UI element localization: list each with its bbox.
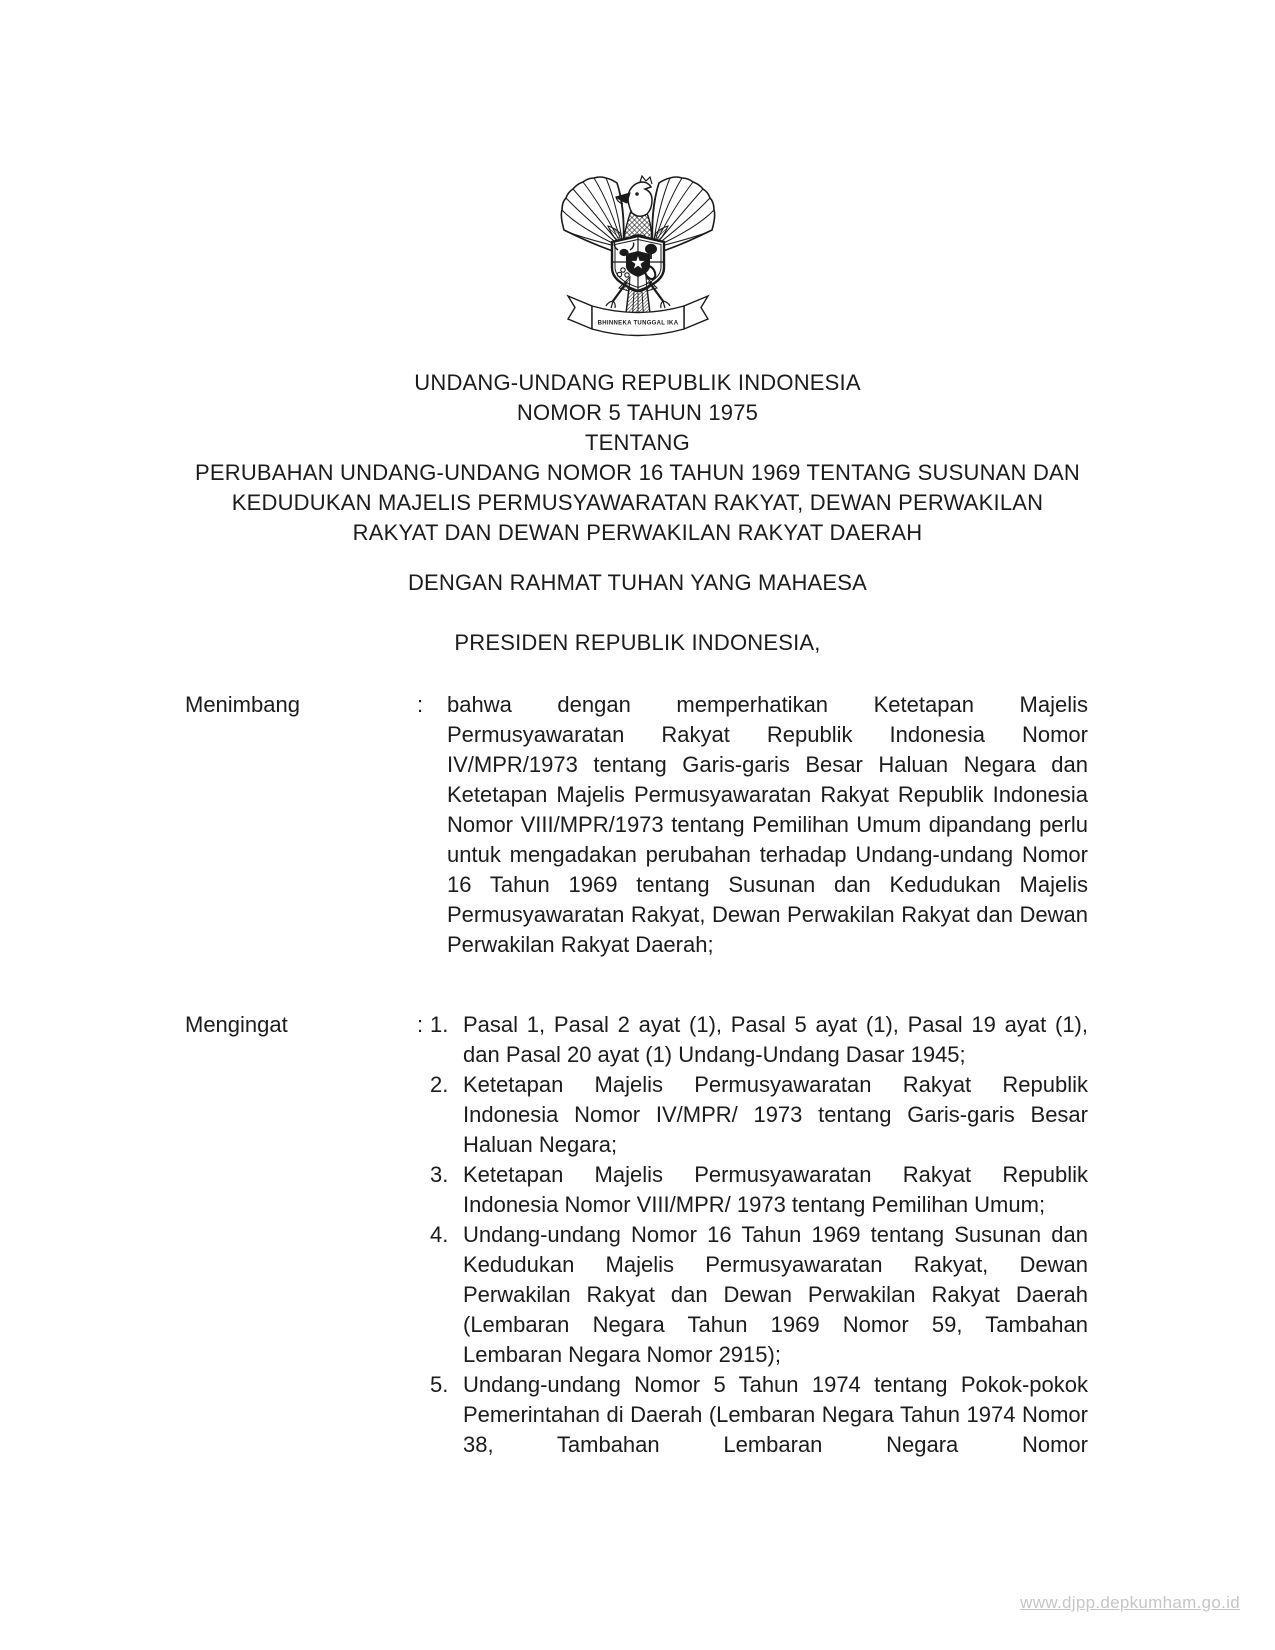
list-item-text: Undang-undang Nomor 16 Tahun 1969 tentang Susunan dan Kedudukan Majelis Permusyawaratan Rakyat, Dewan Perwakilan Rakyat dan Dewan Perwakilan Rakyat Daerah (Lembaran Negara Tahun 1969 Nomor 59, Tambahan Lembaran Negara Nomor 2915); (463, 1222, 1088, 1367)
list-item-text: Ketetapan Majelis Permusyawaratan Rakyat Republik Indonesia Nomor VIII/MPR/ 1973 tentang Pemilihan Umum; (463, 1162, 1088, 1217)
title-line-6: RAKYAT DAN DEWAN PERWAKILAN RAKYAT DAERAH (352, 520, 923, 545)
mengingat-list (430, 1010, 1088, 1460)
list-item (430, 1160, 1088, 1220)
title-line-3: TENTANG (585, 430, 690, 455)
title-line-4: PERUBAHAN UNDANG-UNDANG NOMOR 16 TAHUN 1969 TENTANG SUSUNAN DAN (194, 460, 1080, 485)
mengingat-label: Mengingat (185, 1012, 288, 1037)
document-title (0, 368, 1275, 548)
title-line-5: KEDUDUKAN MAJELIS PERMUSYAWARATAN RAKYAT, DEWAN PERWAKILAN (231, 490, 1044, 515)
list-item-number: 5. (430, 1372, 449, 1397)
list-item-number: 4. (430, 1222, 449, 1247)
list-item-number: 2. (430, 1072, 449, 1097)
section-mengingat (185, 1010, 1088, 1460)
banyan-tree-icon (645, 244, 657, 254)
menimbang-paragraph: bahwa dengan memperhatikan Ketetapan Majelis Permusyawaratan Rakyat Republik Indonesia Nomor IV/MPR/1973 tentang Garis-garis Besar Haluan Negara dan Ketetapan Majelis Permusyawaratan Rakyat Republik Indonesia Nomor VIII/MPR/1973 tentang Pemilihan Umum dipandang perlu untuk mengadakan perubahan terhadap Undang-undang Nomor 16 Tahun 1969 tentang Susunan dan Kedudukan Majelis Permusyawaratan Rakyat, Dewan Perwakilan Rakyat dan Dewan Perwakilan Rakyat Daerah; (447, 692, 1088, 957)
pancasila-shield (612, 236, 664, 291)
list-item-text: Undang-undang Nomor 5 Tahun 1974 tentang Pokok-pokok Pemerintahan di Daerah (Lembaran Negara Tahun 1974 Nomor 38, Tambahan Lembaran Negara Nomor (463, 1372, 1088, 1457)
ribbon-motto-text: BHINNEKA TUNGGAL IKA (597, 320, 679, 327)
list-item-number: 3. (430, 1162, 449, 1187)
list-item (430, 1220, 1088, 1370)
list-item (430, 1010, 1088, 1070)
title-line-1: UNDANG-UNDANG REPUBLIK INDONESIA (414, 370, 861, 395)
title-line-2: NOMOR 5 TAHUN 1975 (516, 400, 759, 425)
garuda-pancasila-emblem-icon (557, 170, 719, 337)
section-menimbang (185, 690, 1088, 960)
list-item-number: 1. (430, 1012, 449, 1037)
list-item-text: Ketetapan Majelis Permusyawaratan Rakyat Republik Indonesia Nomor IV/MPR/ 1973 tentang Garis-garis Besar Haluan Negara; (463, 1072, 1088, 1157)
authority-line: PRESIDEN REPUBLIK INDONESIA, (454, 630, 821, 655)
garuda-pancasila-emblem (557, 170, 719, 337)
mengingat-colon: : (417, 1012, 424, 1037)
menimbang-colon: : (417, 692, 424, 717)
list-item-text: Pasal 1, Pasal 2 ayat (1), Pasal 5 ayat (1), Pasal 19 ayat (1), dan Pasal 20 ayat (1) Undang-Undang Dasar 1945; (463, 1012, 1088, 1067)
list-item (430, 1070, 1088, 1160)
menimbang-label: Menimbang (185, 692, 300, 717)
invocation-line: DENGAN RAHMAT TUHAN YANG MAHAESA (407, 570, 868, 595)
watermark-link[interactable]: www.djpp.depkumham.go.id (1020, 1593, 1240, 1612)
list-item (430, 1370, 1088, 1460)
